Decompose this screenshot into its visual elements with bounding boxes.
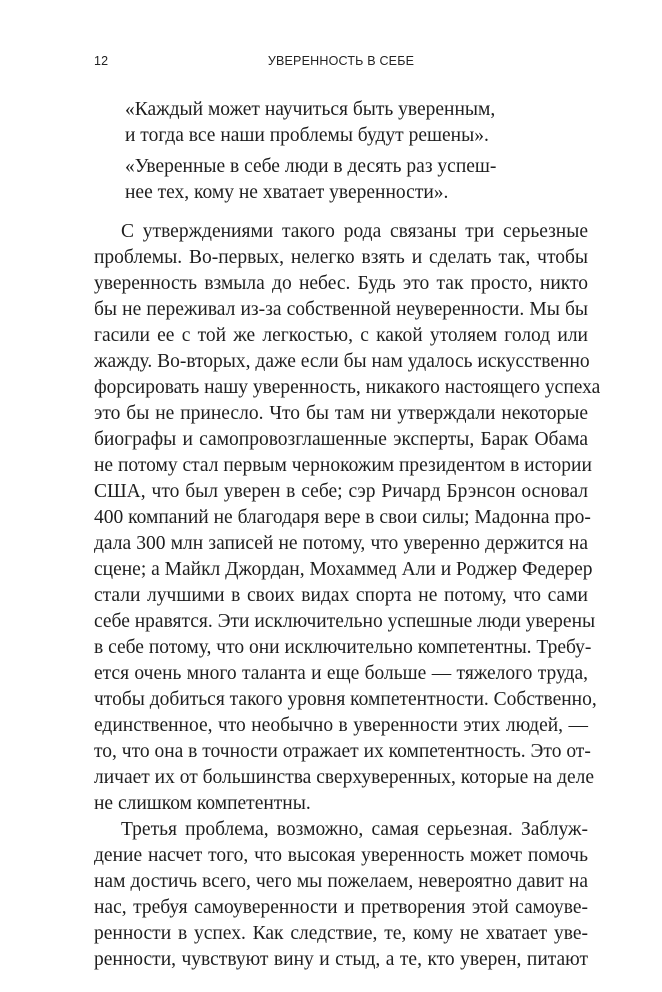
text-line: бы не переживал из-за собственной неуверенности. Мы бы [94, 299, 588, 320]
text-line: биографы и самопровозглашенные эксперты, Барак Обама [94, 429, 588, 450]
quote-line: и тогда все наши проблемы будут решены». [125, 125, 489, 146]
running-title: УВЕРЕННОСТЬ В СЕБЕ [267, 54, 415, 68]
text-line: ется очень много таланта и еще больше — тяжелого труда, [94, 663, 588, 684]
text-line: сцене; а Майкл Джордан, Мохаммед Али и Роджер Федерер [94, 559, 593, 580]
text-line: С утверждениями такого рода связаны три серьезные [121, 221, 588, 242]
text-line: не потому стал первым чернокожим президентом в истории [94, 455, 592, 476]
text-line: чтобы добиться такого уровня компетентности. Собственно, [94, 689, 597, 710]
text-line: ренности в успех. Как следствие, те, кому не хватает уве- [94, 923, 588, 944]
text-line: дение насчет того, что высокая уверенность может помочь [94, 845, 588, 866]
quote-line: нее тех, кому не хватает уверенности». [125, 182, 449, 203]
text-line: уверенность взмыла до небес. Будь это так просто, никто [94, 273, 588, 294]
text-line: стали лучшими в своих видах спорта не потому, что сами [94, 585, 588, 606]
page-header [94, 54, 588, 74]
text-line: себе нравятся. Эти исключительно успешные люди уверены [94, 611, 596, 632]
text-line: личает их от большинства сверхуверенных, которые на деле [94, 767, 595, 788]
text-line: жажду. Во-вторых, даже если бы нам удалось искусственно [94, 351, 590, 372]
text-line: США, что был уверен в себе; сэр Ричард Брэнсон основал [94, 481, 588, 502]
text-line: Третья проблема, возможно, самая серьезная. Заблуж- [121, 819, 588, 840]
text-line: дала 300 млн записей не потому, что уверенно держится на [94, 533, 588, 554]
text-line: не слишком компетентны. [94, 793, 311, 814]
text-line: форсировать нашу уверенность, никакого настоящего успеха [94, 377, 601, 398]
text-line: нас, требуя самоуверенности и претворения этой самоуве- [94, 897, 588, 918]
page-number: 12 [94, 54, 109, 68]
text-line: это бы не принесло. Что бы там ни утверждали некоторые [94, 403, 588, 424]
text-line: ренности, чувствуют вину и стыд, а те, кто уверен, питают [94, 949, 588, 970]
text-line: единственное, что необычно в уверенности этих людей, — [94, 715, 588, 736]
text-line: то, что она в точности отражает их компетентность. Это от- [94, 741, 591, 762]
quote-line: «Каждый может научиться быть уверенным, [125, 99, 496, 120]
text-line: проблемы. Во-первых, нелегко взять и сделать так, чтобы [94, 247, 588, 268]
text-line: гасили ее с той же легкостью, с какой утоляем голод или [94, 325, 588, 346]
text-line: 400 компаний не благодаря вере в свои силы; Мадонна про- [94, 507, 591, 528]
text-line: нам достичь всего, чего мы пожелаем, невероятно давит на [94, 871, 588, 892]
text-line: в себе потому, что они исключительно компетентны. Требу- [94, 637, 592, 658]
quote-line: «Уверенные в себе люди в десять раз успеш- [125, 156, 497, 177]
